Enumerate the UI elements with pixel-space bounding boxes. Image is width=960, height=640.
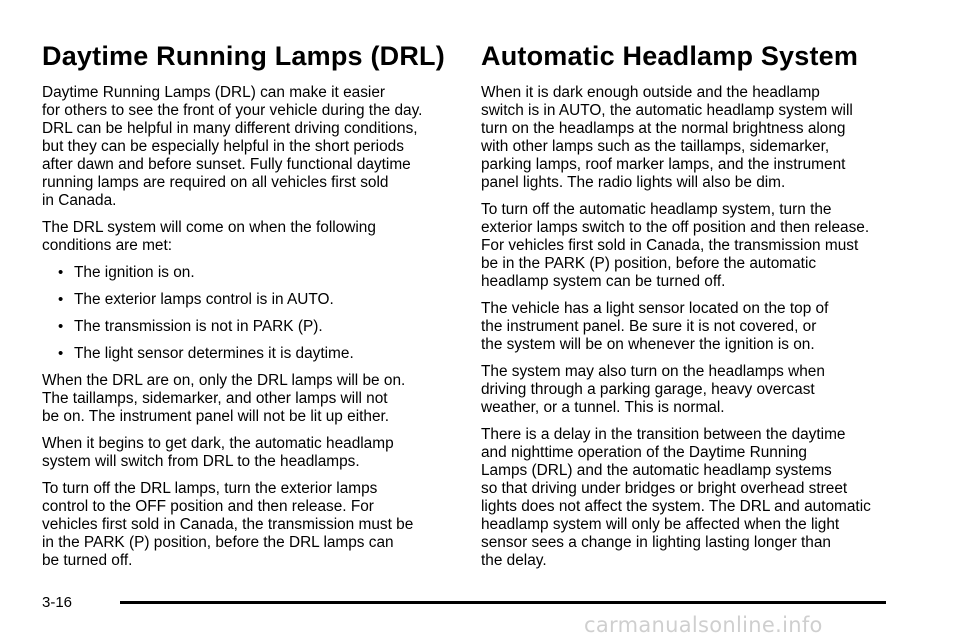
list-item-text: The exterior lamps control is in AUTO. xyxy=(74,291,334,308)
list-item xyxy=(42,318,452,336)
text-line: in the PARK (P) position, before the DRL lamps can xyxy=(42,534,394,551)
headlamp-heading: Automatic Headlamp System xyxy=(481,41,859,71)
bullet-icon: • xyxy=(58,291,64,308)
text-line: the instrument panel. Be sure it is not covered, or xyxy=(481,318,817,335)
text-line: For vehicles first sold in Canada, the transmission must xyxy=(481,237,859,254)
text-line: the system will be on whenever the ignition is on. xyxy=(481,336,815,353)
text-line: To turn off the DRL lamps, turn the exterior lamps xyxy=(42,480,378,497)
headlamp-body xyxy=(481,84,901,579)
text-line: turn on the headlamps at the normal brightness along xyxy=(481,120,846,137)
text-line: in Canada. xyxy=(42,192,117,209)
text-line: When it begins to get dark, the automatic headlamp xyxy=(42,435,394,452)
list-item xyxy=(42,291,452,309)
text-line: parking lamps, roof marker lamps, and the instrument xyxy=(481,156,846,173)
bullet-icon: • xyxy=(58,318,64,335)
text-line: and nighttime operation of the Daytime Running xyxy=(481,444,807,461)
text-line: exterior lamps switch to the off position and then release. xyxy=(481,219,870,236)
list-item-text: The transmission is not in PARK (P). xyxy=(74,318,323,335)
text-line: so that driving under bridges or bright overhead street xyxy=(481,480,848,497)
text-line: headlamp system can be turned off. xyxy=(481,273,726,290)
text-line: The taillamps, sidemarker, and other lamps will not xyxy=(42,390,388,407)
list-item-text: The light sensor determines it is daytime. xyxy=(74,345,354,362)
text-line: DRL can be helpful in many different driving conditions, xyxy=(42,120,418,137)
drl-off-paragraph xyxy=(42,480,452,570)
drl-heading: Daytime Running Lamps (DRL) xyxy=(42,41,445,71)
text-line: weather, or a tunnel. This is normal. xyxy=(481,399,725,416)
bullet-icon: • xyxy=(58,264,64,281)
text-line: conditions are met: xyxy=(42,237,173,254)
footer-rule xyxy=(120,601,886,604)
text-line: system will switch from DRL to the headlamps. xyxy=(42,453,360,470)
text-line: switch is in AUTO, the automatic headlamp system will xyxy=(481,102,853,119)
list-item xyxy=(42,264,452,282)
text-line: the delay. xyxy=(481,552,547,569)
text-line: be on. The instrument panel will not be lit up either. xyxy=(42,408,390,425)
text-line: after dawn and before sunset. Fully functional daytime xyxy=(42,156,411,173)
list-item-text: The ignition is on. xyxy=(74,264,195,281)
headlamp-paragraph-4 xyxy=(481,363,901,417)
drl-dark-paragraph xyxy=(42,435,452,471)
headlamp-paragraph-2 xyxy=(481,201,901,291)
text-line: lights does not affect the system. The DRL and automatic xyxy=(481,498,871,515)
headlamp-paragraph-1 xyxy=(481,84,901,192)
drl-conditions-list xyxy=(42,264,452,363)
text-line: with other lamps such as the taillamps, sidemarker, xyxy=(481,138,830,155)
text-line: vehicles first sold in Canada, the transmission must be xyxy=(42,516,414,533)
text-line: Daytime Running Lamps (DRL) can make it easier xyxy=(42,84,386,101)
text-line: There is a delay in the transition between the daytime xyxy=(481,426,846,443)
text-line: but they can be especially helpful in the short periods xyxy=(42,138,404,155)
drl-conditions-intro xyxy=(42,219,452,255)
headlamp-paragraph-3 xyxy=(481,300,901,354)
text-line: Lamps (DRL) and the automatic headlamp systems xyxy=(481,462,832,479)
text-line: When it is dark enough outside and the headlamp xyxy=(481,84,820,101)
text-line: for others to see the front of your vehicle during the day. xyxy=(42,102,423,119)
text-line: The vehicle has a light sensor located on the top of xyxy=(481,300,829,317)
text-line: be in the PARK (P) position, before the automatic xyxy=(481,255,817,272)
text-line: be turned off. xyxy=(42,552,133,569)
text-line: When the DRL are on, only the DRL lamps will be on. xyxy=(42,372,406,389)
text-line: panel lights. The radio lights will also be dim. xyxy=(481,174,786,191)
list-item xyxy=(42,345,452,363)
text-line: driving through a parking garage, heavy overcast xyxy=(481,381,815,398)
page-number: 3-16 xyxy=(42,594,73,611)
text-line: sensor sees a change in lighting lasting longer than xyxy=(481,534,831,551)
watermark: carmanualsonline.info xyxy=(584,613,823,637)
text-line: The DRL system will come on when the following xyxy=(42,219,376,236)
headlamp-paragraph-5 xyxy=(481,426,901,570)
text-line: running lamps are required on all vehicles first sold xyxy=(42,174,389,191)
drl-on-paragraph xyxy=(42,372,452,426)
text-line: To turn off the automatic headlamp system, turn the xyxy=(481,201,832,218)
bullet-icon: • xyxy=(58,345,64,362)
text-line: The system may also turn on the headlamps when xyxy=(481,363,825,380)
text-line: control to the OFF position and then release. For xyxy=(42,498,374,515)
drl-intro-paragraph xyxy=(42,84,452,210)
text-line: headlamp system will only be affected when the light xyxy=(481,516,840,533)
drl-body xyxy=(42,84,452,579)
